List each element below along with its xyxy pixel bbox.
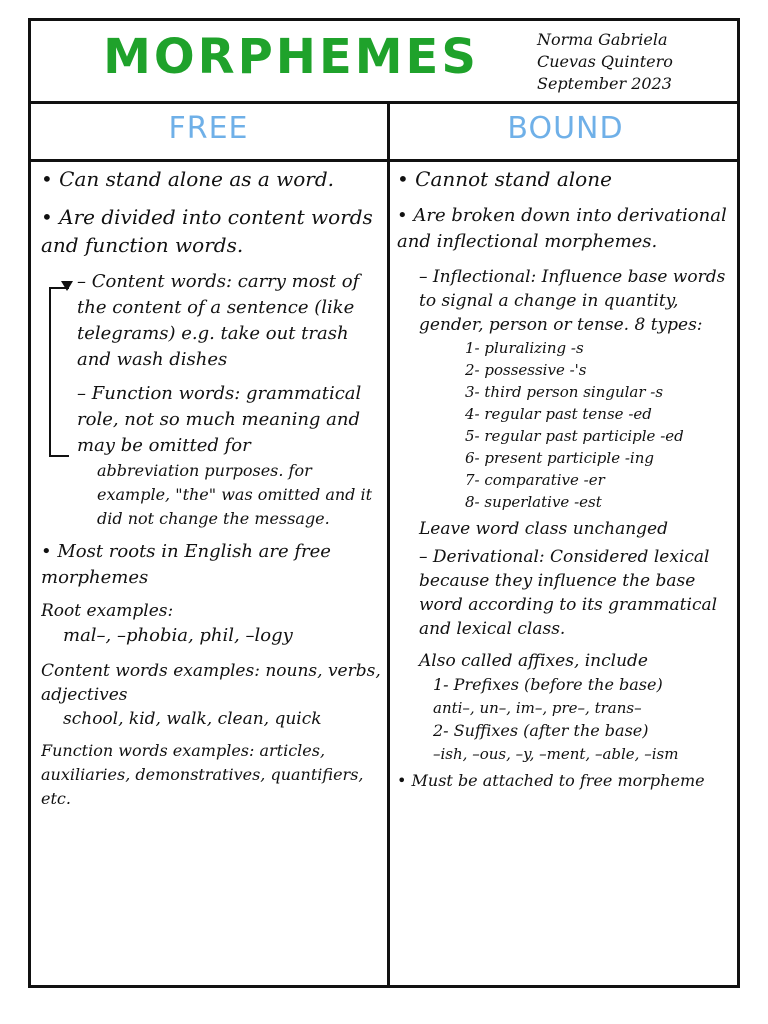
author-name-first: Norma Gabriela (537, 30, 668, 49)
leave-word-class: Leave word class unchanged (419, 519, 668, 539)
bound-column (397, 165, 737, 985)
prefix-items: anti–, un–, im–, pre–, trans– (433, 699, 642, 717)
list-item: 3- third person singular -s (465, 383, 664, 401)
list-item: 5- regular past participle -ed (465, 427, 684, 445)
prefixes-label: 1- Prefixes (before the base) (433, 675, 663, 694)
title-row (31, 21, 737, 104)
bracket-arrow-head-icon (61, 281, 73, 291)
root-examples-label: Root examples: (41, 601, 174, 621)
author-name-last: Cuevas Quintero (537, 52, 673, 71)
inflectional-types-list (397, 337, 737, 513)
function-words-definition: – Function words: grammatical role, not so much meaning and may be omitted for (77, 383, 362, 456)
list-item: 8- superlative -est (465, 493, 602, 511)
suffix-items: –ish, –ous, –y, –ment, –able, –ism (433, 745, 679, 763)
bracket-arrow-line (49, 287, 69, 457)
free-column (41, 165, 383, 985)
list-item: 7- comparative -er (465, 471, 605, 489)
inflectional-definition: – Inflectional: Influence base words to signal a change in quantity, gender, person or tense. 8 types: (419, 267, 726, 335)
worksheet (28, 18, 740, 988)
free-heading: FREE (168, 111, 249, 146)
column-divider (387, 101, 390, 988)
list-item: 6- present participle -ing (465, 449, 654, 467)
suffixes-label: 2- Suffixes (after the base) (433, 721, 649, 740)
bound-bullet-broken-down: • Are broken down into derivational and inflectional morphemes. (397, 205, 727, 252)
affixes-intro: Also called affixes, include (419, 651, 648, 671)
author-date: September 2023 (537, 74, 672, 93)
column-header-row (31, 101, 737, 162)
free-bullet-stand-alone: • Can stand alone as a word. (41, 167, 335, 191)
derivational-definition: – Derivational: Considered lexical because they influence the base word according to its grammatical and lexical class. (419, 547, 718, 639)
list-item: 2- possessive -'s (465, 361, 587, 379)
free-bullet-roots: • Most roots in English are free morphemes (41, 541, 331, 588)
list-item: 4- regular past tense -ed (465, 405, 652, 423)
content-examples-items: school, kid, walk, clean, quick (63, 709, 322, 729)
bound-heading: BOUND (507, 111, 624, 146)
list-item: 1- pluralizing -s (465, 339, 584, 357)
author-block (537, 29, 727, 95)
page-title: MORPHEMES (103, 29, 479, 85)
content-words-definition: – Content words: carry most of the content of a sentence (like telegrams) e.g. take out trash and wash dishes (77, 271, 360, 370)
function-examples: Function words examples: articles, auxiliaries, demonstratives, quantifiers, etc. (41, 741, 364, 808)
root-examples-items: mal–, –phobia, phil, –logy (63, 625, 293, 646)
bound-bullet-cannot-stand: • Cannot stand alone (397, 167, 612, 191)
function-words-example: abbreviation purposes. for example, "the" was omitted and it did not change the message. (97, 461, 373, 528)
free-bullet-divided: • Are divided into content words and function words. (41, 205, 373, 257)
bound-bullet-attached: • Must be attached to free morpheme (397, 771, 705, 790)
content-examples-label: Content words examples: nouns, verbs, adjectives (41, 661, 381, 705)
